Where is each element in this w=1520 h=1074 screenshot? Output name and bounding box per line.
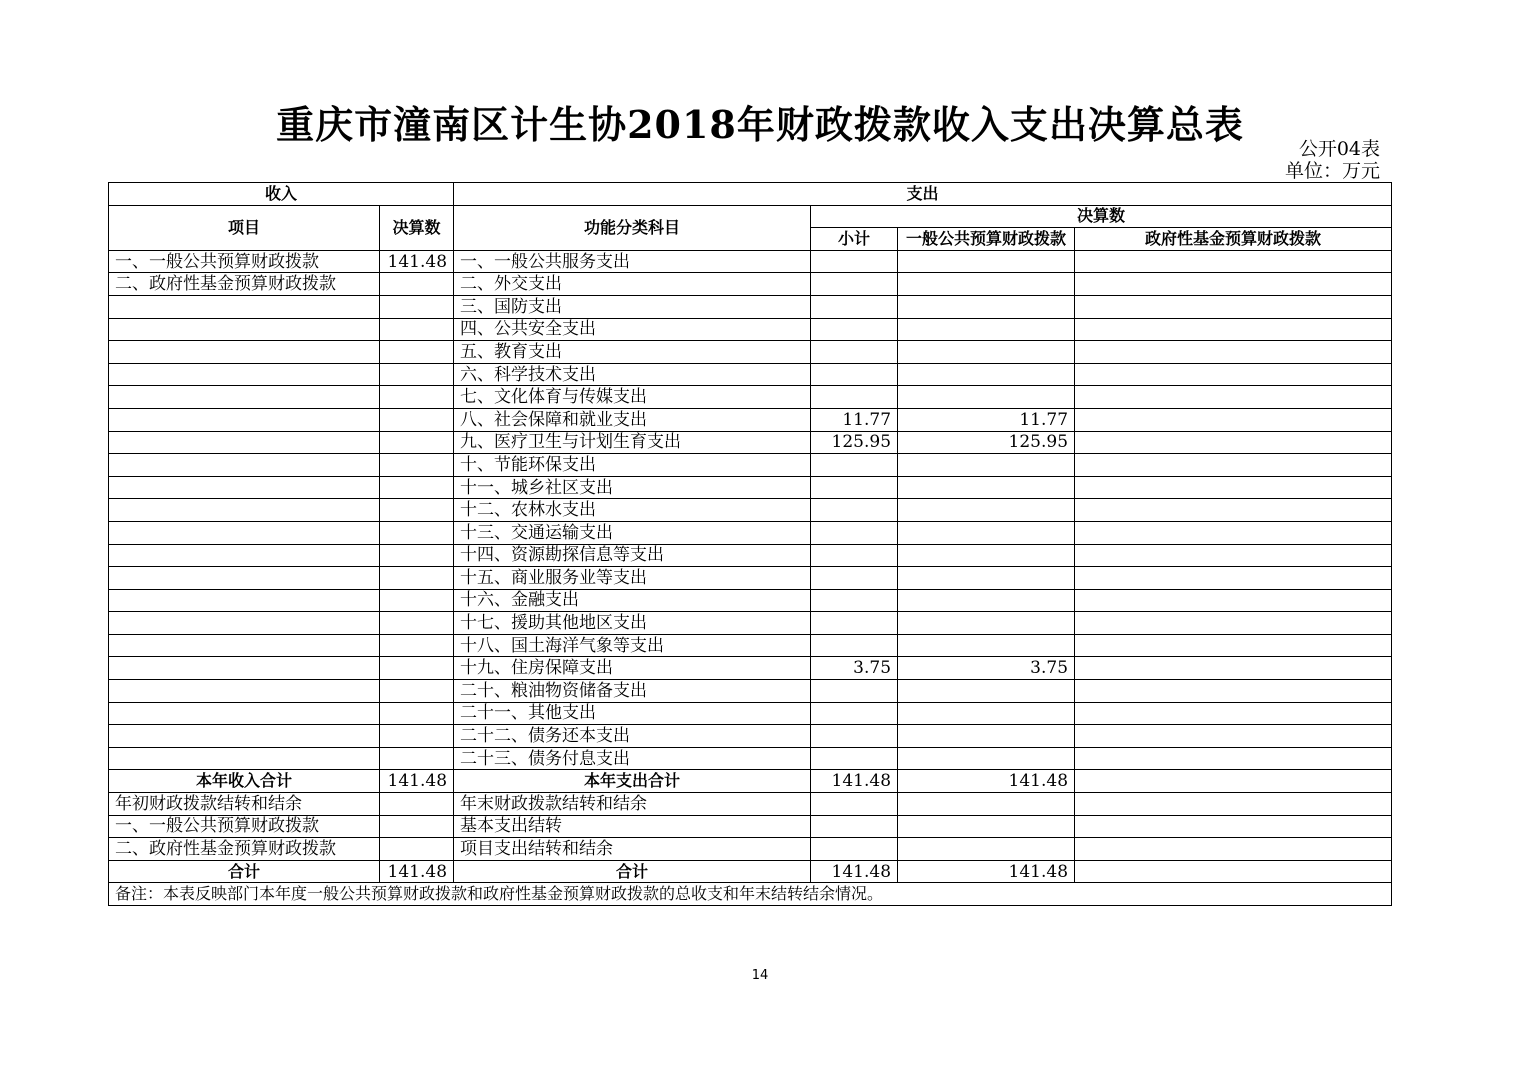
income-item-cell: 一、一般公共预算财政拨款	[109, 815, 380, 838]
expense-item-cell: 十二、农林水支出	[454, 499, 811, 522]
expense-item-cell: 二十二、债务还本支出	[454, 725, 811, 748]
gov-fund-cell	[1075, 499, 1392, 522]
table-row	[109, 589, 1392, 612]
item-header: 项目	[109, 205, 380, 250]
general-budget-cell	[898, 544, 1075, 567]
general-budget-cell	[898, 476, 1075, 499]
unit-label: 单位：万元	[1284, 160, 1380, 182]
subtotal-cell	[811, 476, 898, 499]
table-row	[109, 815, 1392, 838]
general-budget-cell	[898, 273, 1075, 296]
table-row	[109, 838, 1392, 861]
table-row	[109, 431, 1392, 454]
gov-fund-cell	[1075, 747, 1392, 770]
subtotal-cell	[811, 815, 898, 838]
general-budget-cell	[898, 318, 1075, 341]
table-row	[109, 250, 1392, 273]
general-budget-cell	[898, 521, 1075, 544]
subtotal-cell: 141.48	[811, 860, 898, 883]
income-amount-cell	[380, 431, 454, 454]
expense-item-cell: 二、外交支出	[454, 273, 811, 296]
expense-item-cell: 合计	[454, 860, 811, 883]
subtotal-cell: 125.95	[811, 431, 898, 454]
general-budget-cell	[898, 747, 1075, 770]
subtotal-cell	[811, 250, 898, 273]
general-budget-cell	[898, 793, 1075, 816]
income-item-cell	[109, 295, 380, 318]
income-amount-cell	[380, 476, 454, 499]
income-amount-cell	[380, 589, 454, 612]
expense-item-cell: 三、国防支出	[454, 295, 811, 318]
subtotal-cell	[811, 341, 898, 364]
income-item-cell	[109, 386, 380, 409]
subtotal-cell: 141.48	[811, 770, 898, 793]
income-item-cell	[109, 657, 380, 680]
table-row	[109, 657, 1392, 680]
gov-fund-cell	[1075, 386, 1392, 409]
income-amount-cell	[380, 702, 454, 725]
subtotal-cell	[811, 793, 898, 816]
gov-fund-cell	[1075, 341, 1392, 364]
table-row	[109, 454, 1392, 477]
general-budget-cell	[898, 634, 1075, 657]
subtotal-cell	[811, 702, 898, 725]
income-item-cell	[109, 634, 380, 657]
expense-item-cell: 四、公共安全支出	[454, 318, 811, 341]
income-amount-cell	[380, 499, 454, 522]
income-item-cell: 年初财政拨款结转和结余	[109, 793, 380, 816]
header-row-2	[109, 205, 1392, 228]
subtotal-cell	[811, 521, 898, 544]
expense-item-cell: 十五、商业服务业等支出	[454, 567, 811, 590]
table-row	[109, 725, 1392, 748]
table-row	[109, 680, 1392, 703]
general-budget-cell	[898, 725, 1075, 748]
general-budget-cell	[898, 363, 1075, 386]
general-budget-cell	[898, 341, 1075, 364]
table-row	[109, 567, 1392, 590]
gov-fund-cell	[1075, 589, 1392, 612]
income-item-cell	[109, 747, 380, 770]
general-budget-cell	[898, 386, 1075, 409]
expense-item-cell: 八、社会保障和就业支出	[454, 408, 811, 431]
income-item-cell: 二、政府性基金预算财政拨款	[109, 273, 380, 296]
general-budget-cell	[898, 702, 1075, 725]
gov-fund-cell	[1075, 770, 1392, 793]
table-row	[109, 747, 1392, 770]
expense-item-cell: 十八、国土海洋气象等支出	[454, 634, 811, 657]
general-budget-cell: 3.75	[898, 657, 1075, 680]
gov-fund-cell	[1075, 363, 1392, 386]
expense-item-cell: 年末财政拨款结转和结余	[454, 793, 811, 816]
income-item-cell	[109, 544, 380, 567]
total-row	[109, 860, 1392, 883]
expense-item-cell: 十九、住房保障支出	[454, 657, 811, 680]
expense-item-cell: 十、节能环保支出	[454, 454, 811, 477]
table-row	[109, 544, 1392, 567]
subtotal-cell	[811, 499, 898, 522]
table-row	[109, 476, 1392, 499]
subtotal-cell	[811, 386, 898, 409]
table-row	[109, 273, 1392, 296]
expense-item-cell: 六、科学技术支出	[454, 363, 811, 386]
income-item-cell	[109, 567, 380, 590]
general-budget-cell	[898, 250, 1075, 273]
income-amount-cell	[380, 521, 454, 544]
subtotal-cell	[811, 363, 898, 386]
income-item-cell: 本年收入合计	[109, 770, 380, 793]
income-amount-cell	[380, 454, 454, 477]
income-item-cell	[109, 612, 380, 635]
subtotal-cell	[811, 295, 898, 318]
expense-header: 支出	[454, 183, 1392, 206]
income-amount-cell	[380, 408, 454, 431]
general-budget-cell: 141.48	[898, 770, 1075, 793]
gov-fund-cell	[1075, 454, 1392, 477]
amount-header: 决算数	[380, 205, 454, 250]
subtotal-cell	[811, 634, 898, 657]
gov-fund-cell	[1075, 250, 1392, 273]
table-row	[109, 521, 1392, 544]
gov-fund-cell	[1075, 612, 1392, 635]
general-budget-cell	[898, 295, 1075, 318]
income-amount-cell	[380, 815, 454, 838]
header-row-1	[109, 183, 1392, 206]
general-budget-header: 一般公共预算财政拨款	[898, 228, 1075, 251]
gov-fund-cell	[1075, 295, 1392, 318]
gov-fund-cell	[1075, 702, 1392, 725]
income-amount-cell: 141.48	[380, 860, 454, 883]
income-item-cell: 合计	[109, 860, 380, 883]
income-amount-cell	[380, 341, 454, 364]
gov-fund-cell	[1075, 431, 1392, 454]
subtotal-cell	[811, 747, 898, 770]
income-amount-cell	[380, 747, 454, 770]
gov-fund-cell	[1075, 273, 1392, 296]
expense-item-cell: 十一、城乡社区支出	[454, 476, 811, 499]
general-budget-cell: 141.48	[898, 860, 1075, 883]
income-amount-cell	[380, 838, 454, 861]
income-item-cell	[109, 589, 380, 612]
expense-item-cell: 项目支出结转和结余	[454, 838, 811, 861]
income-item-cell	[109, 499, 380, 522]
income-item-cell	[109, 431, 380, 454]
func-category-header: 功能分类科目	[454, 205, 811, 250]
page-title: 重庆市潼南区计生协2018年财政拨款收入支出决算总表	[276, 102, 1244, 147]
income-amount-cell	[380, 273, 454, 296]
income-item-cell: 二、政府性基金预算财政拨款	[109, 838, 380, 861]
expense-item-cell: 五、教育支出	[454, 341, 811, 364]
income-item-cell	[109, 318, 380, 341]
expense-item-cell: 十三、交通运输支出	[454, 521, 811, 544]
income-header: 收入	[109, 183, 454, 206]
expense-item-cell: 一、一般公共服务支出	[454, 250, 811, 273]
gov-fund-cell	[1075, 815, 1392, 838]
gov-fund-cell	[1075, 408, 1392, 431]
table-code: 公开04表	[1298, 138, 1380, 160]
subtotal-cell	[811, 567, 898, 590]
expense-item-cell: 二十一、其他支出	[454, 702, 811, 725]
expense-item-cell: 二十、粮油物资储备支出	[454, 680, 811, 703]
table-row	[109, 386, 1392, 409]
subtotal-cell	[811, 838, 898, 861]
general-budget-cell	[898, 567, 1075, 590]
fiscal-table	[108, 182, 1392, 906]
income-amount-cell	[380, 612, 454, 635]
expense-item-cell: 二十三、债务付息支出	[454, 747, 811, 770]
general-budget-cell	[898, 838, 1075, 861]
gov-fund-cell	[1075, 680, 1392, 703]
subtotal-cell	[811, 454, 898, 477]
income-item-cell	[109, 363, 380, 386]
income-amount-cell	[380, 567, 454, 590]
income-item-cell	[109, 521, 380, 544]
income-item-cell: 一、一般公共预算财政拨款	[109, 250, 380, 273]
income-amount-cell	[380, 793, 454, 816]
table-row	[109, 408, 1392, 431]
subtotal-cell	[811, 318, 898, 341]
general-budget-cell	[898, 454, 1075, 477]
subtotal-cell	[811, 273, 898, 296]
income-amount-cell	[380, 680, 454, 703]
general-budget-cell	[898, 612, 1075, 635]
subtotal-cell	[811, 725, 898, 748]
income-amount-cell	[380, 634, 454, 657]
gov-fund-cell	[1075, 860, 1392, 883]
gov-fund-cell	[1075, 793, 1392, 816]
income-amount-cell	[380, 544, 454, 567]
subtotal-cell	[811, 612, 898, 635]
table-row	[109, 793, 1392, 816]
general-budget-cell: 11.77	[898, 408, 1075, 431]
gov-fund-cell	[1075, 838, 1392, 861]
general-budget-cell	[898, 815, 1075, 838]
general-budget-cell: 125.95	[898, 431, 1075, 454]
subtotal-header: 小计	[811, 228, 898, 251]
general-budget-cell	[898, 499, 1075, 522]
final-amount-header: 决算数	[811, 205, 1392, 228]
expense-item-cell: 九、医疗卫生与计划生育支出	[454, 431, 811, 454]
expense-item-cell: 十七、援助其他地区支出	[454, 612, 811, 635]
table-row	[109, 318, 1392, 341]
table-row	[109, 702, 1392, 725]
gov-fund-cell	[1075, 634, 1392, 657]
gov-fund-cell	[1075, 544, 1392, 567]
income-item-cell	[109, 476, 380, 499]
income-amount-cell	[380, 363, 454, 386]
subtotal-cell: 3.75	[811, 657, 898, 680]
gov-fund-cell	[1075, 567, 1392, 590]
note-row	[109, 883, 1392, 906]
subtotal-cell	[811, 589, 898, 612]
gov-fund-cell	[1075, 725, 1392, 748]
expense-item-cell: 十六、金融支出	[454, 589, 811, 612]
income-amount-cell	[380, 295, 454, 318]
expense-item-cell: 七、文化体育与传媒支出	[454, 386, 811, 409]
subtotal-cell	[811, 544, 898, 567]
total-row	[109, 770, 1392, 793]
gov-fund-cell	[1075, 521, 1392, 544]
gov-fund-cell	[1075, 318, 1392, 341]
note-text: 备注：本表反映部门本年度一般公共预算财政拨款和政府性基金预算财政拨款的总收支和年末结转结余情况。	[109, 883, 1392, 906]
income-item-cell	[109, 341, 380, 364]
income-item-cell	[109, 702, 380, 725]
table-row	[109, 363, 1392, 386]
income-amount-cell	[380, 725, 454, 748]
table-row	[109, 634, 1392, 657]
general-budget-cell	[898, 680, 1075, 703]
income-item-cell	[109, 725, 380, 748]
income-amount-cell: 141.48	[380, 770, 454, 793]
income-amount-cell	[380, 386, 454, 409]
table-row	[109, 295, 1392, 318]
table-row	[109, 341, 1392, 364]
income-item-cell	[109, 680, 380, 703]
general-budget-cell	[898, 589, 1075, 612]
expense-item-cell: 十四、资源勘探信息等支出	[454, 544, 811, 567]
table-row	[109, 612, 1392, 635]
gov-fund-cell	[1075, 657, 1392, 680]
income-item-cell	[109, 454, 380, 477]
income-item-cell	[109, 408, 380, 431]
income-amount-cell: 141.48	[380, 250, 454, 273]
gov-fund-cell	[1075, 476, 1392, 499]
subtotal-cell: 11.77	[811, 408, 898, 431]
table-row	[109, 499, 1392, 522]
income-amount-cell	[380, 657, 454, 680]
page-number: 14	[751, 968, 769, 983]
expense-item-cell: 基本支出结转	[454, 815, 811, 838]
income-amount-cell	[380, 318, 454, 341]
subtotal-cell	[811, 680, 898, 703]
gov-fund-header: 政府性基金预算财政拨款	[1075, 228, 1392, 251]
expense-item-cell: 本年支出合计	[454, 770, 811, 793]
